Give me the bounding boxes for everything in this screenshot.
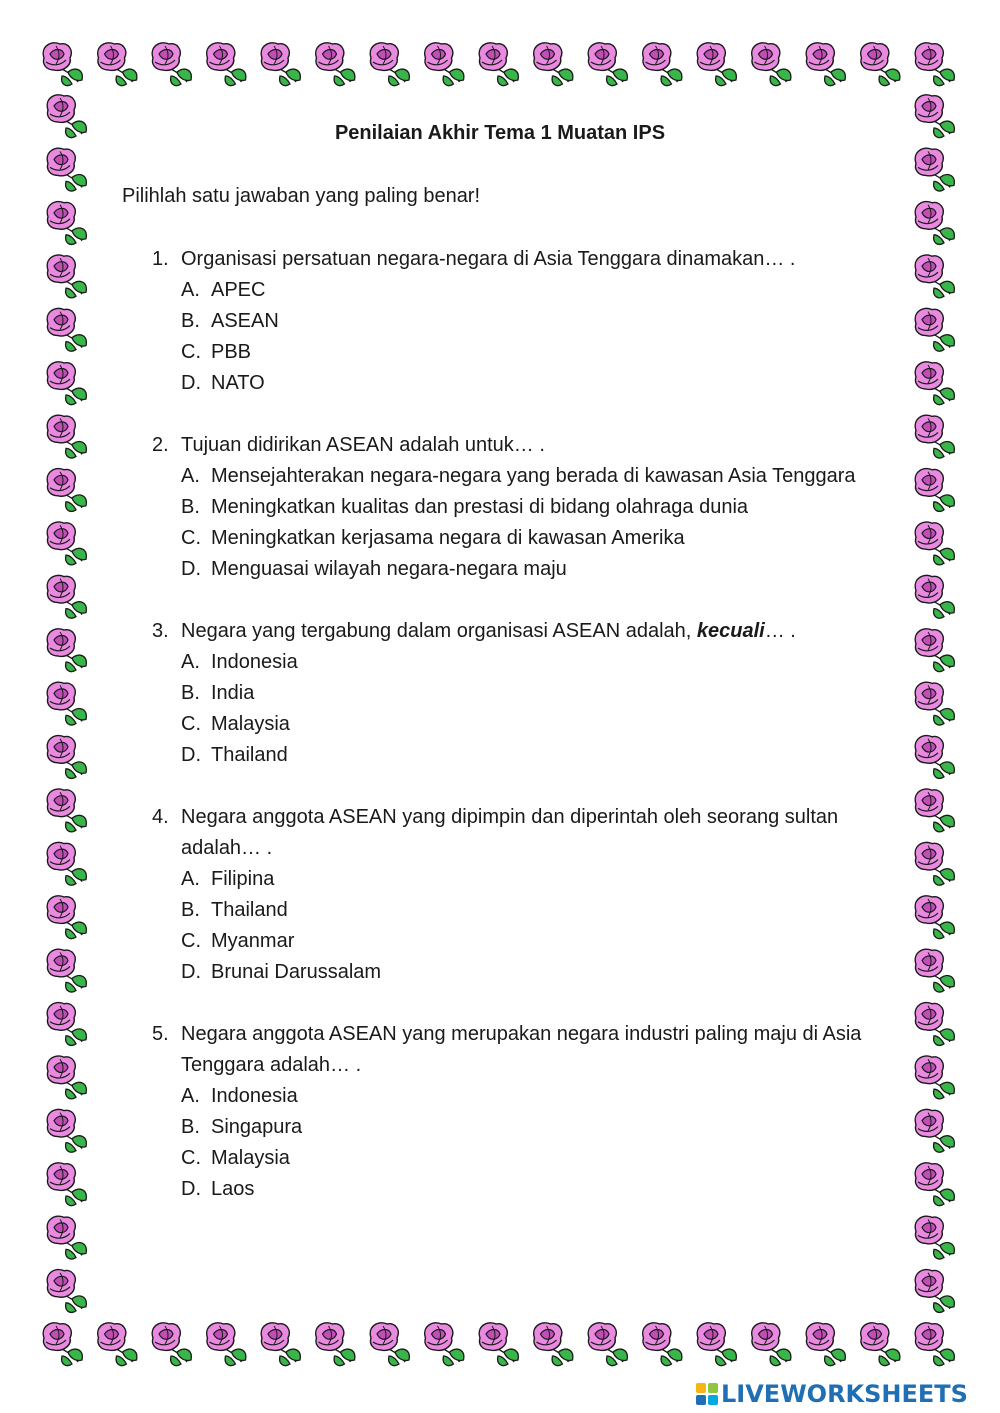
q3-option-b[interactable]: India [211,682,255,704]
question-3-text [181,620,796,643]
question-4-number: 4. [152,806,169,828]
liveworksheets-logo-icon [696,1383,718,1405]
question-3-number: 3. [152,620,169,642]
q4-option-b[interactable]: Thailand [211,899,288,921]
q5-option-b[interactable]: Singapura [211,1116,303,1138]
q2-option-a-letter: A. [181,465,200,487]
q1-option-b-letter: B. [181,310,200,332]
q1-option-b[interactable]: ASEAN [211,310,279,332]
q5-option-d[interactable]: Laos [211,1178,255,1200]
question-2-text: Tujuan didirikan ASEAN adalah untuk… . [181,434,545,456]
q5-option-b-letter: B. [181,1116,200,1138]
question-5-text-line-2: Tenggara adalah… . [181,1054,362,1076]
liveworksheets-logo-text: LIVEWORKSHEETS [721,1380,968,1408]
q1-option-a[interactable]: APEC [211,279,266,301]
q2-option-d[interactable]: Menguasai wilayah negara-negara maju [211,558,567,580]
q2-option-b[interactable]: Meningkatkan kualitas dan prestasi di bidang olahraga dunia [211,496,749,518]
question-4-text-line-1: Negara anggota ASEAN yang dipimpin dan diperintah oleh seorang sultan [181,806,839,828]
q5-option-c[interactable]: Malaysia [211,1147,290,1169]
q3-option-c-letter: C. [181,713,201,735]
question-2-number: 2. [152,434,169,456]
q2-option-b-letter: B. [181,496,200,518]
q2-option-c-letter: C. [181,527,201,549]
q5-option-d-letter: D. [181,1178,201,1200]
worksheet-title: Penilaian Akhir Tema 1 Muatan IPS [334,122,666,144]
question-5-text-line-1: Negara anggota ASEAN yang merupakan negara industri paling maju di Asia [181,1023,862,1045]
question-3-text-after: … . [764,620,796,642]
question-1-text: Organisasi persatuan negara-negara di Asia Tenggara dinamakan… . [181,248,796,270]
q4-option-d[interactable]: Brunai Darussalam [211,961,382,983]
q4-option-c-letter: C. [181,930,201,952]
q4-option-d-letter: D. [181,961,201,983]
question-1-number: 1. [152,248,169,270]
liveworksheets-logo[interactable] [696,1379,968,1409]
q1-option-d-letter: D. [181,372,201,394]
q3-option-d-letter: D. [181,744,201,766]
q4-option-b-letter: B. [181,899,200,921]
q5-option-a-letter: A. [181,1085,200,1107]
q5-option-c-letter: C. [181,1147,201,1169]
q2-option-d-letter: D. [181,558,201,580]
q2-option-c[interactable]: Meningkatkan kerjasama negara di kawasan Amerika [211,527,685,549]
question-3-text-before: Negara yang tergabung dalam organisasi ASEAN adalah, [181,620,697,642]
q4-option-a[interactable]: Filipina [211,868,275,890]
q3-option-c[interactable]: Malaysia [211,713,290,735]
q1-option-c[interactable]: PBB [211,341,252,363]
question-5-number: 5. [152,1023,169,1045]
q2-option-a[interactable]: Mensejahterakan negara-negara yang berada di kawasan Asia Tenggara [211,465,856,487]
q3-option-b-letter: B. [181,682,200,704]
q3-option-d[interactable]: Thailand [211,744,288,766]
question-4-text-line-2: adalah… . [181,837,273,859]
q3-option-a[interactable]: Indonesia [211,651,298,673]
q5-option-a[interactable]: Indonesia [211,1085,298,1107]
q1-option-d[interactable]: NATO [211,372,265,394]
q1-option-a-letter: A. [181,279,200,301]
question-3-emphasis: kecuali [696,620,765,642]
q1-option-c-letter: C. [181,341,201,363]
q4-option-a-letter: A. [181,868,200,890]
q4-option-c[interactable]: Myanmar [211,930,295,952]
instruction-text: Pilihlah satu jawaban yang paling benar! [122,185,481,207]
q3-option-a-letter: A. [181,651,200,673]
